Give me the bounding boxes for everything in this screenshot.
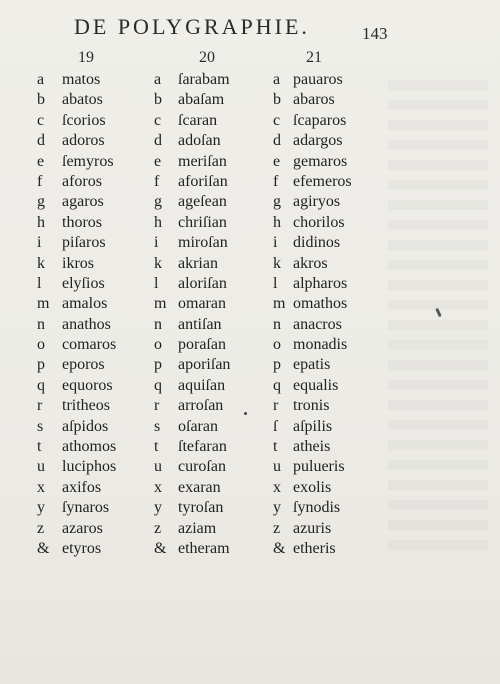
page-title: DE POLYGRAPHIE.: [74, 14, 310, 39]
cipher-entry: [154, 539, 230, 559]
cipher-letter: p: [154, 356, 162, 374]
cipher-entry: [154, 90, 225, 110]
cipher-table: [0, 70, 500, 559]
cipher-letter: q: [273, 376, 281, 394]
cipher-word: abaſam: [178, 91, 225, 109]
cipher-entry: [273, 192, 341, 212]
cipher-letter: x: [273, 478, 281, 496]
cipher-entry: [37, 213, 102, 233]
cipher-letter: e: [37, 152, 45, 170]
cipher-word: azaros: [62, 519, 103, 537]
cipher-letter: c: [37, 111, 45, 129]
cipher-entry: [37, 376, 113, 396]
cipher-word: azuris: [293, 519, 332, 537]
cipher-entry: [273, 478, 332, 498]
cipher-letter: u: [37, 458, 45, 476]
cipher-entry: [37, 233, 106, 253]
table-row: [0, 111, 500, 131]
page-number: 143: [362, 24, 388, 43]
cipher-letter: h: [154, 213, 162, 231]
cipher-letter: o: [273, 336, 281, 354]
cipher-entry: [273, 335, 348, 355]
table-row: [0, 213, 500, 233]
cipher-letter: &: [37, 539, 50, 557]
cipher-letter: r: [154, 397, 160, 415]
cipher-entry: [154, 254, 218, 274]
cipher-letter: a: [154, 71, 162, 88]
cipher-letter: y: [273, 499, 281, 517]
cipher-word: akrian: [178, 254, 218, 272]
cipher-entry: [273, 152, 348, 172]
cipher-entry: [154, 111, 218, 131]
cipher-entry: [273, 315, 342, 335]
cipher-letter: n: [154, 315, 162, 333]
cipher-letter: d: [154, 132, 162, 150]
cipher-word: ſarabam: [178, 71, 230, 88]
cipher-letter: p: [37, 356, 45, 374]
cipher-entry: [273, 376, 339, 396]
cipher-letter: a: [37, 71, 45, 88]
table-row: [0, 437, 500, 457]
cipher-word: athomos: [62, 438, 117, 456]
cipher-word: aquiſan: [178, 376, 226, 394]
cipher-letter: y: [154, 499, 162, 517]
cipher-entry: [154, 315, 222, 335]
column-number-19: 19: [78, 49, 94, 66]
cipher-letter: r: [273, 397, 279, 415]
cipher-word: alpharos: [293, 274, 348, 292]
cipher-entry: [37, 274, 105, 294]
cipher-word: antiſan: [178, 315, 222, 333]
cipher-word: aforos: [62, 172, 102, 190]
cipher-entry: [37, 335, 117, 355]
cipher-word: ſynaros: [62, 499, 110, 517]
cipher-letter: l: [154, 274, 159, 292]
cipher-word: curoſan: [178, 458, 226, 476]
cipher-letter: b: [154, 91, 162, 109]
cipher-word: adargos: [293, 132, 343, 150]
cipher-word: aforiſan: [178, 172, 228, 190]
cipher-letter: b: [37, 91, 45, 109]
table-row: [0, 335, 500, 355]
cipher-entry: [154, 152, 227, 172]
cipher-entry: [154, 478, 221, 498]
cipher-entry: [273, 131, 343, 151]
cipher-word: equoros: [62, 376, 113, 394]
cipher-word: chriſian: [178, 213, 227, 231]
cipher-word: agaros: [62, 193, 104, 211]
cipher-word: exaran: [178, 478, 221, 496]
cipher-word: ſtefaran: [178, 438, 227, 456]
cipher-word: efemeros: [293, 172, 352, 190]
table-row: [0, 417, 500, 437]
cipher-entry: [37, 315, 111, 335]
cipher-entry: [154, 70, 230, 90]
table-row: [0, 457, 500, 477]
cipher-entry: [273, 90, 335, 110]
cipher-entry: [37, 172, 102, 192]
cipher-letter: &: [273, 539, 286, 557]
cipher-word: miroſan: [178, 234, 228, 252]
cipher-letter: c: [273, 111, 281, 129]
cipher-entry: [273, 254, 328, 274]
cipher-letter: o: [154, 336, 162, 354]
cipher-entry: [37, 519, 103, 539]
cipher-entry: [37, 417, 109, 437]
cipher-word: tyroſan: [178, 499, 224, 517]
cipher-letter: d: [273, 132, 281, 150]
table-row: [0, 90, 500, 110]
table-row: [0, 315, 500, 335]
cipher-letter: m: [273, 295, 286, 313]
cipher-entry: [273, 294, 348, 314]
cipher-letter: &: [154, 539, 167, 557]
cipher-letter: s: [37, 417, 44, 435]
cipher-word: oſaran: [178, 417, 218, 435]
cipher-letter: f: [154, 172, 160, 190]
cipher-letter: e: [273, 152, 281, 170]
column-number-20: 20: [199, 49, 215, 66]
cipher-word: tritheos: [62, 397, 110, 415]
cipher-entry: [154, 294, 226, 314]
cipher-entry: [154, 519, 217, 539]
cipher-word: ageſean: [178, 193, 227, 211]
cipher-letter: x: [154, 478, 162, 496]
cipher-word: pulueris: [293, 458, 345, 476]
cipher-entry: [273, 457, 345, 477]
cipher-entry: [154, 192, 227, 212]
cipher-word: piſaros: [62, 234, 106, 252]
cipher-letter: i: [154, 234, 159, 252]
cipher-letter: y: [37, 499, 45, 517]
cipher-entry: [154, 437, 227, 457]
cipher-entry: [154, 172, 228, 192]
cipher-entry: [154, 233, 228, 253]
cipher-word: adoros: [62, 132, 105, 150]
table-row: [0, 254, 500, 274]
cipher-letter: i: [37, 234, 42, 252]
cipher-letter: ſ: [273, 417, 278, 435]
cipher-word: aziam: [178, 519, 217, 537]
cipher-entry: [273, 70, 343, 90]
cipher-letter: q: [37, 376, 45, 394]
cipher-entry: [37, 192, 104, 212]
cipher-entry: [154, 355, 231, 375]
cipher-word: matos: [62, 71, 101, 88]
cipher-word: abaros: [293, 91, 335, 109]
cipher-letter: h: [273, 213, 281, 231]
cipher-word: gemaros: [293, 152, 348, 170]
cipher-letter: f: [273, 172, 279, 190]
cipher-word: akros: [293, 254, 328, 272]
cipher-entry: [154, 213, 227, 233]
cipher-entry: [154, 417, 218, 437]
cipher-word: ikros: [62, 254, 94, 272]
cipher-word: agiryos: [293, 193, 341, 211]
table-row: [0, 294, 500, 314]
cipher-entry: [154, 457, 226, 477]
cipher-letter: d: [37, 132, 45, 150]
table-row: [0, 519, 500, 539]
cipher-letter: u: [273, 458, 281, 476]
cipher-word: poraſan: [178, 336, 226, 354]
cipher-word: ſcorios: [62, 111, 106, 129]
cipher-entry: [37, 355, 105, 375]
cipher-word: eporos: [62, 356, 105, 374]
cipher-letter: t: [154, 438, 159, 456]
cipher-letter: g: [37, 193, 45, 211]
table-row: [0, 192, 500, 212]
cipher-word: ſynodis: [293, 499, 341, 517]
cipher-letter: m: [154, 295, 167, 313]
cipher-letter: f: [37, 172, 43, 190]
cipher-letter: h: [37, 213, 45, 231]
cipher-letter: c: [154, 111, 162, 129]
cipher-entry: [37, 70, 101, 90]
table-row: [0, 498, 500, 518]
cipher-letter: u: [154, 458, 162, 476]
cipher-letter: i: [273, 234, 278, 252]
cipher-word: aloriſan: [178, 274, 227, 292]
cipher-letter: n: [273, 315, 281, 333]
cipher-letter: b: [273, 91, 281, 109]
cipher-letter: n: [37, 315, 45, 333]
cipher-entry: [273, 498, 341, 518]
cipher-letter: k: [154, 254, 162, 272]
cipher-word: aſpidos: [62, 417, 109, 435]
cipher-word: ſemyros: [62, 152, 114, 170]
cipher-letter: z: [273, 519, 281, 537]
cipher-entry: [37, 111, 106, 131]
cipher-entry: [154, 335, 226, 355]
cipher-word: meriſan: [178, 152, 227, 170]
cipher-entry: [154, 396, 224, 416]
table-row: [0, 172, 500, 192]
cipher-word: omaran: [178, 295, 226, 313]
cipher-word: epatis: [293, 356, 331, 374]
cipher-word: aſpilis: [293, 417, 333, 435]
cipher-entry: [37, 457, 117, 477]
cipher-word: monadis: [293, 336, 348, 354]
cipher-entry: [37, 90, 103, 110]
cipher-letter: l: [273, 274, 278, 292]
cipher-word: equalis: [293, 376, 339, 394]
cipher-word: pauaros: [293, 71, 343, 88]
table-row: [0, 355, 500, 375]
table-row: [0, 152, 500, 172]
cipher-letter: p: [273, 356, 281, 374]
ink-dot: [244, 412, 247, 415]
cipher-letter: z: [37, 519, 45, 537]
cipher-entry: [273, 111, 347, 131]
cipher-letter: l: [37, 274, 42, 292]
cipher-word: axifos: [62, 478, 102, 496]
cipher-letter: r: [37, 397, 43, 415]
cipher-letter: t: [273, 438, 278, 456]
cipher-letter: s: [154, 417, 161, 435]
cipher-letter: k: [37, 254, 45, 272]
cipher-word: ſcaparos: [293, 111, 347, 129]
cipher-entry: [154, 131, 221, 151]
cipher-entry: [37, 396, 110, 416]
table-row: [0, 396, 500, 416]
cipher-entry: [37, 294, 108, 314]
cipher-word: comaros: [62, 336, 117, 354]
cipher-word: omathos: [293, 295, 348, 313]
cipher-entry: [273, 172, 352, 192]
cipher-word: aporiſan: [178, 356, 231, 374]
cipher-word: amalos: [62, 295, 108, 313]
cipher-word: ſcaran: [178, 111, 218, 129]
table-row: [0, 233, 500, 253]
cipher-entry: [273, 539, 336, 559]
cipher-letter: t: [37, 438, 42, 456]
table-row: [0, 539, 500, 559]
table-row: [0, 131, 500, 151]
cipher-entry: [273, 437, 331, 457]
cipher-word: etheram: [178, 539, 230, 557]
cipher-word: tronis: [293, 397, 330, 415]
cipher-word: anacros: [293, 315, 342, 333]
cipher-entry: [273, 213, 345, 233]
cipher-entry: [273, 274, 348, 294]
cipher-word: abatos: [62, 91, 103, 109]
cipher-letter: o: [37, 336, 45, 354]
cipher-entry: [154, 498, 224, 518]
cipher-word: luciphos: [62, 458, 117, 476]
cipher-entry: [273, 233, 341, 253]
cipher-entry: [37, 539, 102, 559]
cipher-letter: e: [154, 152, 162, 170]
cipher-letter: g: [154, 193, 162, 211]
cipher-entry: [37, 478, 102, 498]
cipher-word: didinos: [293, 234, 341, 252]
cipher-word: etyros: [62, 539, 102, 557]
cipher-entry: [37, 131, 105, 151]
cipher-word: elyſios: [62, 274, 105, 292]
cipher-word: adoſan: [178, 132, 221, 150]
cipher-entry: [154, 274, 227, 294]
cipher-letter: z: [154, 519, 162, 537]
cipher-word: etheris: [293, 539, 336, 557]
cipher-letter: x: [37, 478, 45, 496]
cipher-letter: k: [273, 254, 281, 272]
cipher-word: anathos: [62, 315, 111, 333]
cipher-entry: [273, 417, 333, 437]
cipher-entry: [273, 355, 331, 375]
cipher-entry: [37, 437, 117, 457]
cipher-word: thoros: [62, 213, 102, 231]
cipher-letter: m: [37, 295, 50, 313]
table-row: [0, 478, 500, 498]
cipher-entry: [154, 376, 226, 396]
cipher-letter: q: [154, 376, 162, 394]
cipher-letter: g: [273, 193, 281, 211]
table-row: [0, 376, 500, 396]
cipher-entry: [273, 396, 330, 416]
cipher-word: atheis: [293, 438, 331, 456]
table-row: [0, 274, 500, 294]
cipher-letter: a: [273, 71, 281, 88]
cipher-word: chorilos: [293, 213, 345, 231]
cipher-entry: [37, 152, 114, 172]
cipher-entry: [273, 519, 332, 539]
cipher-entry: [37, 498, 110, 518]
cipher-entry: [37, 254, 94, 274]
cipher-word: arroſan: [178, 397, 224, 415]
table-row: [0, 70, 500, 90]
column-number-21: 21: [306, 49, 322, 66]
cipher-word: exolis: [293, 478, 332, 496]
